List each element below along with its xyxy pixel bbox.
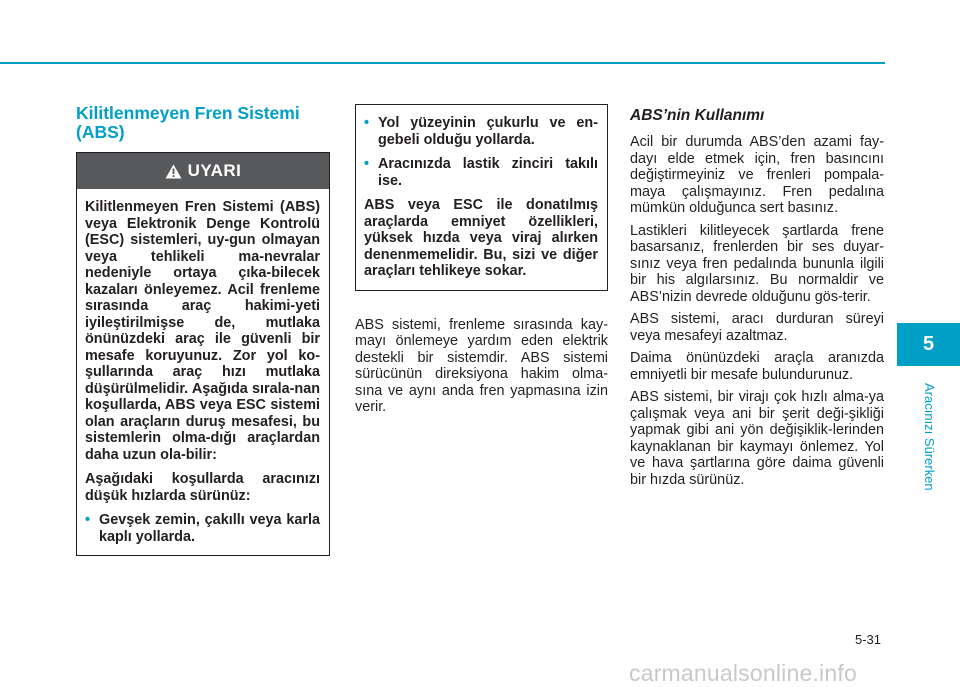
warning-bullet: • Gevşek zemin, çakıllı veya karla kaplı yollarda.	[85, 512, 320, 545]
column-left	[76, 104, 330, 556]
usage-paragraph: ABS sistemi, bir virajı çok hızlı alma-ya çalışmak veya ani bir şerit deği-şikliği yapmak gibi ani yön değişiklik-lerinden kaynaklanan bir kaymayı önlemez. Yol ve hava şartlarına göre daima güvenli bir hızda sürünüz.	[630, 389, 884, 488]
usage-paragraph: Lastikleri kilitleyecek şartlarda frene basarsanız, frenlerden bir ses duyar-sınız veya fren pedalında bununla ilgili bir his algılarsınız. Bu normaldir ve ABS’nizin devrede olduğunu gös-terir.	[630, 222, 884, 305]
warning-bullet: • Aracınızda lastik zinciri takılı ise.	[364, 156, 598, 189]
chapter-label: Aracınızı Sürerken	[922, 383, 937, 491]
usage-paragraph: ABS sistemi, aracı durduran süreyi veya mesafeyi azaltmaz.	[630, 311, 884, 344]
warning-bullet: • Yol yüzeyinin çukurlu ve en-gebeli olduğu yollarda.	[364, 115, 598, 148]
chapter-tab: 5	[897, 323, 960, 366]
warning-header-label: UYARI	[187, 161, 242, 180]
usage-title: ABS’nin Kullanımı	[630, 107, 765, 124]
warning-box-continued	[355, 104, 608, 291]
page-number: 5-31	[855, 632, 882, 647]
section-title: Kilitlenmeyen Fren Sistemi (ABS)	[76, 103, 300, 142]
warning-header	[77, 153, 329, 189]
warning-paragraph: ABS veya ESC ile donatılmış araçlarda emniyet özellikleri, yüksek hızda veya viraj alırken denenmemelidir. Bu, sizi ve diğer araçları tehlikeye sokar.	[364, 197, 598, 279]
warning-triangle-icon	[165, 164, 182, 179]
abs-intro-paragraph: ABS sistemi, frenleme sırasında kay-mayı önlemeye yardım eden elektrik destekli bir sistemdir. ABS sistemi sürücünün direksiyona hakim olma-sına ve aynı anda fren yapmasına izin verir.	[355, 316, 608, 415]
warning-body	[77, 189, 329, 555]
watermark: carmanualsonline.info	[629, 660, 857, 686]
column-middle	[355, 104, 608, 422]
column-right	[630, 104, 884, 494]
usage-paragraph: Daima önünüzdeki araçla aranızda emniyetli bir mesafe bulundurunuz.	[630, 350, 884, 383]
warning-box	[76, 152, 330, 556]
warning-paragraph: Aşağıdaki koşullarda aracınızı düşük hızlarda sürünüz:	[85, 471, 320, 504]
warning-paragraph: Kilitlenmeyen Fren Sistemi (ABS) veya Elektronik Denge Kontrolü (ESC) sistemleri, uy-gun olmayan veya tehlikeli ma-nevralar nedeniyle ortaya çıka-bilecek kazaları önleyemez. Acil frenleme sırasında araç hakimi-yeti iyileştirilmişse de, mutlaka önünüzdeki araç ile güvenli bir mesafe koruyunuz. Zor yol ko-şullarında araç hızı mutlaka düşürülmelidir. Aşağıda sırala-nan koşullarda, ABS veya ESC sistemi olan araçların duruş mesafesi, bu sistemlerin olma-dığı araçlardan daha uzun ola-bilir:	[85, 199, 320, 463]
top-rule	[0, 62, 885, 64]
usage-paragraph: Acil bir durumda ABS’den azami fay-dayı elde etmek için, fren basıncını değiştirmeyiniz ve frenleri pompala-maya çalışmayınız. Fren pedalına mümkün olduğunca sert basınız.	[630, 134, 884, 216]
